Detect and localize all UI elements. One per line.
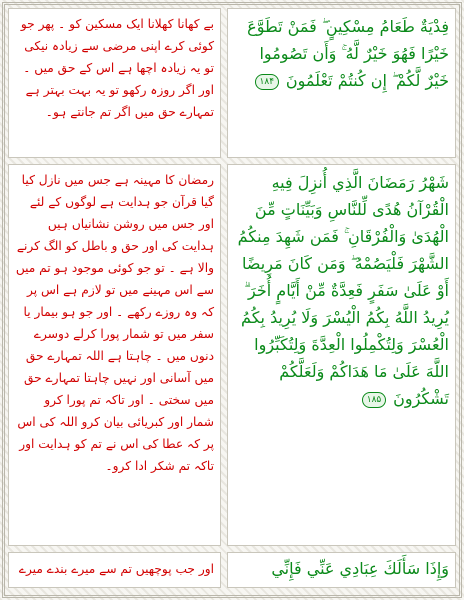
arabic-verse [227,552,456,588]
ayah-number-marker: ۱۸۴ [255,74,279,90]
ayah-number-marker: ۱۸۵ [362,392,386,408]
arabic-verse [227,8,456,158]
urdu-text: بے کھانا کھلانا ایک مسکین کو ۔ پھر جو کوئی کرے اپنی مرضی سے زیادہ نیکی تو یہ زیادہ اچھا ہے اس کے حق میں ۔ اور اگر روزہ رکھو تو یہ بہت بہتر ہے تمہارے حق میں اگر تم جانتے ہو۔ [20,17,214,119]
verse-block-185 [8,164,456,546]
urdu-translation [8,164,221,546]
verse-block-186-start [8,552,456,588]
urdu-translation [8,8,221,158]
verse-block-184 [8,8,456,158]
arabic-text: وَإِذَا سَأَلَكَ عِبَادِي عَنِّي فَإِنِّي [271,559,449,578]
urdu-text: رمضان کا مہینہ ہے جس میں نازل کیا گیا قرآن جو ہدایت ہے لوگوں کے لئے اور جس میں روشن نشانیاں ہیں ہدایت کی اور حق و باطل کو الگ کرنے والا ہے ۔ تو جو کوئی موجود ہو تم میں سے اس مہینے میں تو لازم ہے اس پر کہ وہ روزے رکھے ۔ اور جو ہو بیمار یا سفر میں تو شمار پورا کرلے دوسرے دنوں میں ۔ چاہتا ہے اللہ تمہارے حق میں آسانی اور نہیں چاہتا تمہارے حق میں سختی ۔ اور تاکہ تم پورا کرو شمار اور کبریائی بیان کرو اللہ کی اس پر کہ عطا کی اس نے تم کو ہدایت اور تاکہ تم شکر ادا کرو۔ [15,173,214,473]
urdu-text: اور جب پوچھیں تم سے میرے بندے میرے [18,562,214,576]
urdu-translation [8,552,221,588]
arabic-verse [227,164,456,546]
arabic-text: فِدْيَةٌ طَعَامُ مِسْكِينٍ ۖ فَمَنْ تَطَوَّعَ خَيْرًا فَهُوَ خَيْرٌ لَّهُ ۚ وَأَن تَصُومُوا خَيْرٌ لَّكُمْ ۖ إِن كُنتُمْ تَعْلَمُونَ [247,17,449,90]
arabic-text: شَهْرُ رَمَضَانَ الَّذِي أُنزِلَ فِيهِ الْقُرْآنُ هُدًى لِّلنَّاسِ وَبَيِّنَاتٍ مِّنَ الْهُدَىٰ وَالْفُرْقَانِ ۚ فَمَن شَهِدَ مِنكُمُ الشَّهْرَ فَلْيَصُمْهُ ۖ وَمَن كَانَ مَرِيضًا أَوْ عَلَىٰ سَفَرٍ فَعِدَّةٌ مِّنْ أَيَّامٍ أُخَرَ ۗ يُرِيدُ اللَّهُ بِكُمُ الْيُسْرَ وَلَا يُرِيدُ بِكُمُ الْعُسْرَ وَلِتُكْمِلُوا الْعِدَّةَ وَلِتُكَبِّرُوا اللَّهَ عَلَىٰ مَا هَدَاكُمْ وَلَعَلَّكُمْ تَشْكُرُونَ [237,173,449,408]
